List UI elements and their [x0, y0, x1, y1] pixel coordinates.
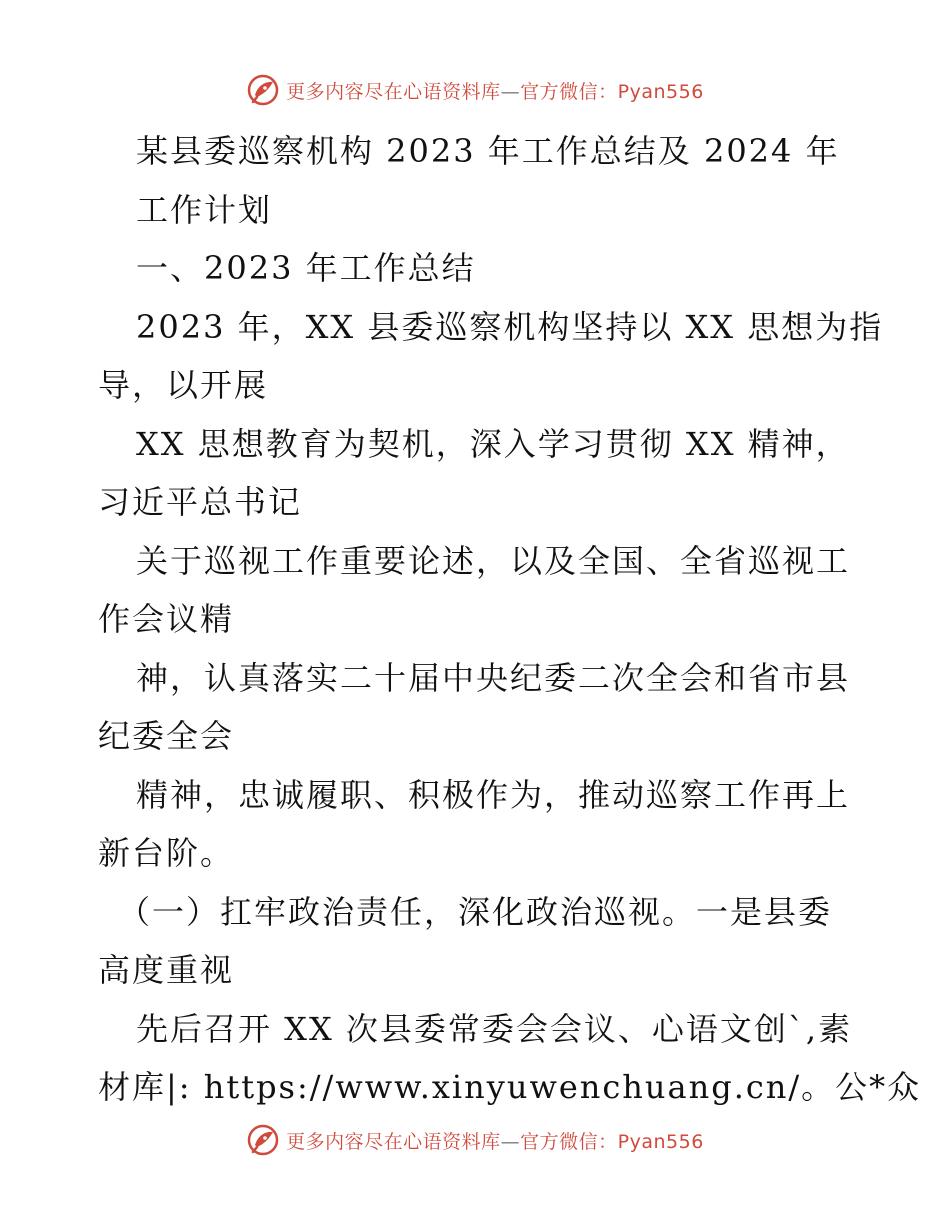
paragraph-line: 纪委全会 — [98, 717, 235, 755]
section-heading: 一、2023 年工作总结 — [136, 249, 476, 287]
paragraph-line: 作会议精 — [98, 600, 235, 638]
paragraph-line: 导，以开展 — [98, 366, 269, 404]
pen-nib-logo-icon — [246, 73, 280, 107]
paragraph-line: 神，认真落实二十届中央纪委二次全会和省市县 — [136, 658, 851, 697]
header-watermark-banner — [0, 70, 950, 110]
doc-title-line-2: 工作计划 — [136, 190, 273, 229]
paragraph-line-url: 材库|: https://www.xinyuwenchuang.cn/。公*众 — [98, 1068, 922, 1106]
paragraph-line: 新台阶。 — [98, 834, 235, 872]
paragraph-line: 先后召开 XX 次县委常委会会议、心语文创`,素 — [136, 1009, 853, 1048]
paragraph-line: 习近平总书记 — [98, 483, 303, 521]
wechat-text: 官方微信：Pyan556 — [520, 80, 704, 103]
pen-nib-logo-icon — [246, 1123, 280, 1157]
document-body — [98, 122, 922, 1117]
paragraph-line: 2023 年，XX 县委巡察机构坚持以 XX 思想为指 — [136, 307, 884, 346]
paragraph-line: 高度重视 — [98, 951, 235, 989]
wechat-text: 官方微信：Pyan556 — [520, 1130, 704, 1153]
subsection-heading-line: （一）扛牢政治责任，深化政治巡视。一是县委 — [118, 892, 833, 931]
footer-watermark-banner — [0, 1120, 950, 1160]
paragraph-line: XX 思想教育为契机，深入学习贯彻 XX 精神， — [136, 424, 850, 463]
separator: — — [500, 80, 521, 103]
paragraph-line: 关于巡视工作重要论述，以及全国、全省巡视工 — [136, 541, 851, 580]
brand-text: 更多内容尽在心语资料库 — [286, 80, 501, 103]
doc-title-line-1: 某县委巡察机构 2023 年工作总结及 2024 年 — [136, 132, 840, 170]
paragraph-line: 精神，忠诚履职、积极作为，推动巡察工作再上 — [136, 775, 851, 814]
brand-text: 更多内容尽在心语资料库 — [286, 1130, 501, 1153]
watermark-text — [286, 77, 704, 104]
watermark-text — [286, 1127, 704, 1154]
separator: — — [500, 1130, 521, 1153]
